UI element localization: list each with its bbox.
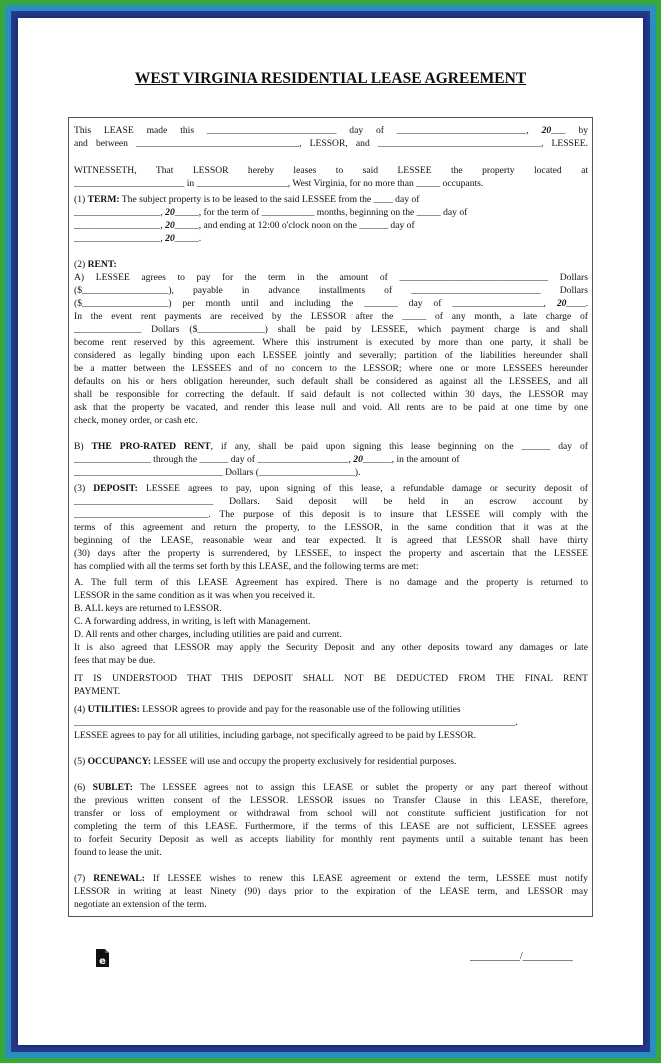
eforms-logo-icon: [94, 948, 111, 968]
document-line: _____________________________ Dollars. Said deposit will be held in an escrow account by: [74, 496, 588, 507]
document-line: (5) OCCUPANCY: LESSEE will use and occupy the property exclusively for residential purposes.: [74, 756, 457, 767]
document-line: __________________, 20_____, and ending at 12:00 o'clock noon on the ______ day of: [74, 220, 415, 231]
document-line: ______________ Dollars ($______________) shall be paid by LESSEE, which payment charge is and shall: [74, 324, 588, 335]
document-line: fees that may be due.: [74, 655, 156, 666]
document-line: LESSEE agrees to pay for all utilities, including garbage, not specifically agreed to be paid by LESSOR.: [74, 730, 477, 741]
document-line: A) LESSEE agrees to pay for the term in the amount of _______________________________ Dollars: [74, 272, 588, 283]
document-line: check, money order, or cash etc.: [74, 415, 198, 426]
svg-text:e: e: [99, 956, 106, 967]
document-line: ($__________________) per month until and including the _______ day of ___________________, 20____.: [74, 298, 588, 309]
document-line: found to lease the unit.: [74, 847, 162, 858]
document-line: ____________________________. The purpose of this deposit is to insure that LESSEE will comply with the: [74, 509, 588, 520]
document-line: WITNESSETH, That LESSOR hereby leases to said LESSEE the property located at: [74, 165, 588, 176]
document-line: the previous written consent of the LESSOR. LESSOR issues no Transfer Clause in this LEASE, therefore,: [74, 795, 588, 806]
document-line: _______________________________ Dollars (____________________).: [74, 467, 361, 478]
document-line: ask that the property be vacated, and render this lease null and void. All rents are to be paid at one time by one: [74, 402, 588, 413]
document-line: __________________, 20_____, for the term of ___________ months, beginning on the _____ day of: [74, 207, 468, 218]
document-line: LESSOR in the same condition as it was when you received it.: [74, 590, 315, 601]
document-line: terms of this agreement and return the property, to the LESSOR, in the same condition that it was at the: [74, 522, 588, 533]
document-line: In the event rent payments are received by the LESSOR after the _____ of any month, a late charge of: [74, 311, 588, 322]
document-line: ____________________________________________________________________________________________.: [74, 717, 518, 728]
document-line: become rent reserved by this agreement. Where this instrument is executed by more than one party, it shall be: [74, 337, 588, 348]
document-line: _______________________ in ___________________, West Virginia, for no more than _____ occupants.: [74, 178, 484, 189]
document-line: IT IS UNDERSTOOD THAT THIS DEPOSIT SHALL NOT BE DEDUCTED FROM THE FINAL RENT: [74, 673, 588, 684]
document-line: (7) RENEWAL: If LESSEE wishes to renew this LEASE agreement or extend the term, LESSEE must notify: [74, 873, 588, 884]
document-line: defaults on his or hers obligation hereunder, such default shall be considered as against all the LESSEES, and all: [74, 376, 588, 387]
initials-line: __________/__________: [470, 951, 573, 962]
document-line: PAYMENT.: [74, 686, 121, 697]
document-line: (4) UTILITIES: LESSOR agrees to provide and pay for the reasonable use of the following utilities: [74, 704, 461, 715]
document-line: ($__________________), payable in advance installments of ___________________________ Dollars: [74, 285, 588, 296]
document-line: completing the term of this LEASE. Furthermore, if the terms of this LEASE are not sufficient, LESSEE agrees: [74, 821, 588, 832]
document-line: (30) days after the property is surrendered, by LESSEE, to inspect the property and ascertain that the LESSEE: [74, 548, 588, 559]
document-line: (6) SUBLET: The LESSEE agrees not to assign this LEASE or sublet the property or any part thereof without: [74, 782, 588, 793]
document-line: It is also agreed that LESSOR may apply the Security Deposit and any other deposits toward any damages or late: [74, 642, 588, 653]
document-line: This LEASE made this ___________________________ day of ___________________________, 20___ by: [74, 125, 588, 136]
document-line: LESSOR in writing at least Ninety (90) days prior to the expiration of the LEASE term, and LESSOR may: [74, 886, 588, 897]
document-line: C. A forwarding address, in writing, is left with Management.: [74, 616, 311, 627]
document-line: negotiate an extension of the term.: [74, 899, 207, 910]
document-line: (3) DEPOSIT: LESSEE agrees to pay, upon signing of this lease, a refundable damage or security deposit of: [74, 483, 588, 494]
document-line: to forfeit Security Deposit as well as accepts liability for monthly rent payments until a suitable tenant has been: [74, 834, 588, 845]
document-line: transfer or loss of employment or withdrawal from school will not constitute sufficient justification for not: [74, 808, 588, 819]
document-line: be a matter between the LESSEES and of no concern to the LESSOR; where one or more LESSEES hereunder: [74, 363, 588, 374]
document-line: has complied with all the terms set forth by this LEASE, and the following terms are met:: [74, 561, 419, 572]
document-line: (2) RENT:: [74, 259, 117, 270]
document-line: ________________ through the ______ day of ___________________, 20______, in the amount of: [74, 454, 460, 465]
document-line: (1) TERM: The subject property is to be leased to the said LESSEE from the ____ day of: [74, 194, 420, 205]
document-title: WEST VIRGINIA RESIDENTIAL LEASE AGREEMENT: [134, 70, 527, 87]
document-line: __________________, 20_____.: [74, 233, 202, 244]
document-line: B) THE PRO-RATED RENT, if any, shall be paid upon signing this lease beginning on the ______ day of: [74, 441, 588, 452]
document-line: A. The full term of this LEASE Agreement has expired. There is no damage and the property is returned to: [74, 577, 588, 588]
document-line: D. All rents and other charges, including utilities are paid and current.: [74, 629, 342, 640]
document-line: and between __________________________________, LESSOR, and __________________________________, LESSEE.: [74, 138, 588, 149]
document-line: shall be responsible for correcting the default. If said default is not collected within 30 days, the LESSOR may: [74, 389, 588, 400]
document-line: considered as legally binding upon each LESSEE jointly and severally; partition of the liabilities hereunder shall: [74, 350, 588, 361]
document-line: beginning of the LEASE, reasonable wear and tear expected. It is agreed that LESSOR shall have thirty: [74, 535, 588, 546]
document-line: B. ALL keys are returned to LESSOR.: [74, 603, 222, 614]
